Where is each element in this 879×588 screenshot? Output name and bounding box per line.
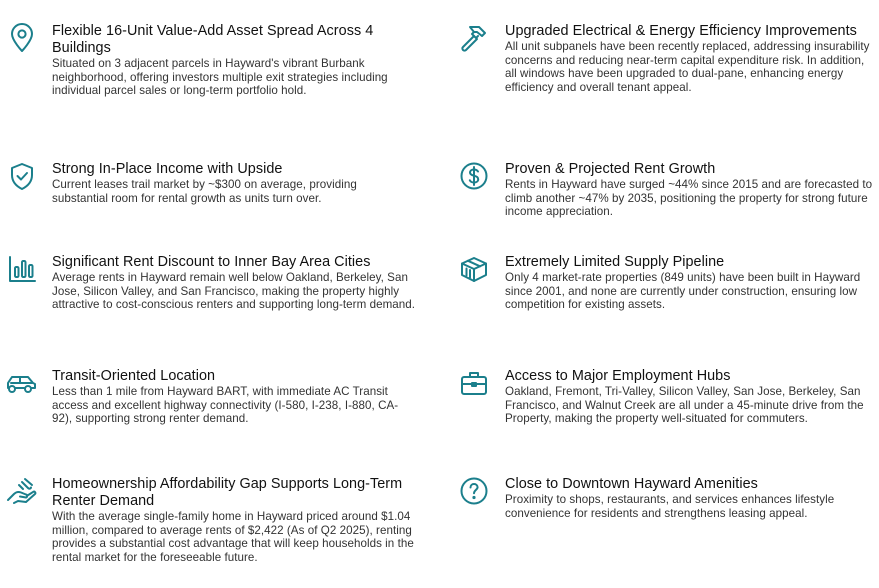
feature-description: Oakland, Fremont, Tri-Valley, Silicon Valley, San Jose, Berkeley, San Francisco, and Walnut Creek are all under a 45-minute drive from the Property, making the property well-situated for commuters. <box>505 385 864 426</box>
feature-description: Only 4 market-rate properties (849 units) have been built in Hayward since 2001, and none are currently under construction, ensuring low competition for existing assets. <box>505 271 861 312</box>
feature-description: Situated on 3 adjacent parcels in Hayward's vibrant Burbank neighborhood, offering investors multiple exit strategies including individual parcel sales or long-term portfolio hold. <box>52 57 388 98</box>
box-icon <box>459 254 489 284</box>
shield-check-icon <box>7 161 37 191</box>
question-circle-icon <box>459 476 489 506</box>
car-icon <box>4 368 38 398</box>
feature-title: Strong In-Place Income with Upside <box>52 161 283 177</box>
feature-description: All unit subpanels have been recently replaced, addressing insurability concerns and reducing near-term capital expenditure risk. In addition, all windows have been upgraded to dual-pane, enhancing energy efficiency and overall tenant appeal. <box>505 40 870 94</box>
feature-title: Access to Major Employment Hubs <box>505 368 731 384</box>
feature-title: Extremely Limited Supply Pipeline <box>505 254 725 270</box>
feature-description: Rents in Hayward have surged ~44% since 2015 and are forecasted to climb another ~47% by 2035, positioning the property for strong future income appreciation. <box>505 178 873 219</box>
feature-title: Significant Rent Discount to Inner Bay Area Cities <box>52 254 371 270</box>
hammer-icon <box>459 23 489 53</box>
feature-title: Upgraded Electrical & Energy Efficiency Improvements <box>505 23 857 39</box>
feature-title: Transit-Oriented Location <box>52 368 216 384</box>
feature-description: Less than 1 mile from Hayward BART, with immediate AC Transit access and excellent highway connectivity (I-580, I-238, I-880, CA-92), supporting strong renter demand. <box>52 385 399 426</box>
feature-description: With the average single-family home in Hayward priced around $1.04 million, compared to average rents of $2,422 (As of Q2 2025), renting provides a substantial cost advantage that will keep households in the rental market for the foreseeable future. <box>52 510 414 564</box>
feature-description: Average rents in Hayward remain well below Oakland, Berkeley, San Jose, Silicon Valley, and San Francisco, making the property highly attractive to cost-conscious renters and supporting long-term demand. <box>52 271 416 312</box>
feature-title: Proven & Projected Rent Growth <box>505 161 716 177</box>
location-pin-icon <box>7 23 37 53</box>
briefcase-icon <box>459 368 489 398</box>
hand-care-icon <box>5 476 39 506</box>
dollar-circle-icon <box>459 161 489 191</box>
feature-description: Current leases trail market by ~$300 on average, providing substantial room for rental growth as units turn over. <box>52 178 357 205</box>
bar-chart-icon <box>7 254 37 284</box>
feature-title: Homeownership Affordability Gap Supports Long-Term Renter Demand <box>52 476 403 509</box>
feature-description: Proximity to shops, restaurants, and services enhances lifestyle convenience for residents and strengthens leasing appeal. <box>505 493 835 520</box>
feature-title: Flexible 16-Unit Value-Add Asset Spread Across 4 Buildings <box>52 23 374 56</box>
feature-title: Close to Downtown Hayward Amenities <box>505 476 758 492</box>
